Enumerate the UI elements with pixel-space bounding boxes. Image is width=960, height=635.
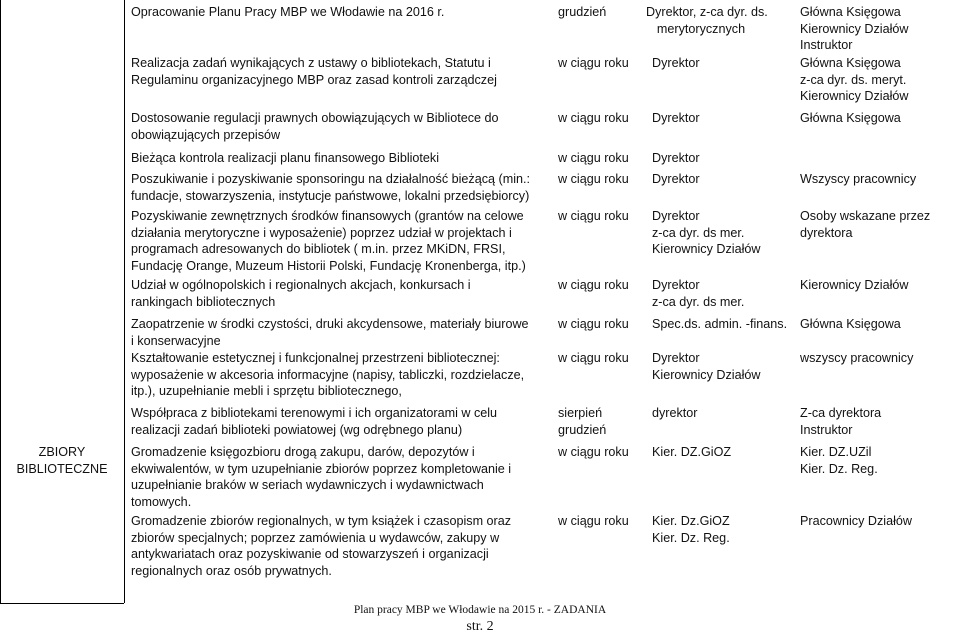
row-6-term	[558, 277, 629, 294]
text-line: Dyrektor	[652, 172, 700, 186]
text-line: itp.), uzupełnianie mebli i sprzętu bibliotecznego,	[131, 384, 402, 398]
page-number: str. 2	[466, 619, 494, 634]
row-1-term	[558, 55, 629, 72]
text-line: w ciągu roku	[558, 514, 629, 528]
row-11-participants	[800, 513, 912, 530]
row-8-task	[131, 350, 524, 400]
text-line: ekwiwalentów, w tym uzupełnianie zbiorów poprzez kompletowanie i	[131, 461, 512, 476]
row-1-responsible	[652, 55, 700, 72]
text-line: Dyrektor	[652, 209, 700, 223]
text-line: Kier. DZ.GiOZ	[652, 445, 732, 459]
text-line: z-ca dyr. ds. meryt.	[800, 72, 907, 87]
row-4-task	[131, 171, 530, 204]
text-line: grudzień	[558, 5, 607, 19]
text-line: Współpraca z bibliotekami terenowymi i ich organizatorami w celu	[131, 406, 498, 420]
text-line: Zaopatrzenie w środki czystości, druki akcydensowe, materiały biurowe	[131, 317, 529, 331]
text-line: Kierownicy Działów	[800, 89, 909, 103]
text-line: rankingach bibliotecznych	[131, 294, 276, 309]
text-line: ZBIORY	[38, 445, 86, 459]
text-line: Gromadzenie zbiorów regionalnych, w tym książek i czasopism oraz	[131, 514, 512, 528]
text-line: i konserwacyjne	[131, 333, 221, 348]
row-9-participants	[800, 405, 881, 438]
text-line: grudzień	[558, 422, 607, 437]
text-line: z-ca dyr. ds mer.	[652, 294, 745, 309]
text-line: w ciągu roku	[558, 172, 629, 186]
text-line: sierpień	[558, 406, 603, 420]
text-line: tomowych.	[131, 494, 192, 509]
row-0-responsible	[646, 4, 768, 37]
text-line: regionalnych oraz osób prywatnych.	[131, 563, 332, 578]
row-10-task	[131, 444, 511, 510]
text-line: w ciągu roku	[558, 445, 629, 459]
text-line: antykwariatach oraz pozyskiwanie od stowarzyszeń i organizacji	[131, 547, 489, 561]
row-8-participants	[800, 350, 913, 367]
row-7-participants	[800, 316, 901, 333]
row-5-responsible	[652, 208, 760, 258]
text-line: Bieżąca kontrola realizacji planu finansowego Biblioteki	[131, 151, 440, 165]
text-line: Osoby wskazane przez	[800, 209, 931, 223]
row-2-term	[558, 110, 629, 127]
text-line: w ciągu roku	[558, 111, 629, 125]
text-line: Kierownicy Działów	[652, 367, 761, 382]
text-line: fundacje, stowarzyszenia, instytucje państwowe, lokalni przedsiębiorcy)	[131, 188, 530, 203]
text-line: w ciągu roku	[558, 317, 629, 331]
row-5-task	[131, 208, 526, 274]
row-3-responsible	[652, 150, 700, 167]
text-line: realizacji zadań biblioteki powiatowej (wg odrębnego planu)	[131, 422, 463, 437]
text-line: Główna Księgowa	[800, 317, 901, 331]
text-line: Kierownicy Działów	[652, 242, 761, 256]
text-line: Kier. Dz.GiOZ	[652, 514, 730, 528]
text-line: Pracownicy Działów	[800, 514, 912, 528]
text-line: z-ca dyr. ds mer.	[652, 225, 745, 240]
text-line: Kier. DZ.UZil	[800, 445, 872, 459]
text-line: w ciągu roku	[558, 151, 629, 165]
text-line: Wszyscy pracownicy	[800, 172, 917, 186]
text-line: Opracowanie Planu Pracy MBP we Włodawie na 2016 r.	[131, 5, 445, 19]
row-0-term	[558, 4, 606, 21]
row-11-term	[558, 513, 629, 530]
row-8-term	[558, 350, 629, 367]
row-11-task	[131, 513, 511, 579]
row-8-responsible	[652, 350, 760, 383]
text-line: Fundację Orange, Muzeum Historii Polski, Fundację Kronenberga, itp.)	[131, 258, 526, 273]
text-line: zbiorów specjalnych; poprzez zamówienia u wydawców, zakupy w	[131, 530, 500, 545]
text-line: Kształtowanie estetycznej i funkcjonalnej przestrzeni bibliotecznej:	[131, 351, 500, 365]
row-7-responsible	[652, 316, 787, 333]
footer-title: Plan pracy MBP we Włodawie na 2015 r. - ZADANIA	[353, 604, 607, 616]
row-3-task	[131, 150, 439, 167]
text-line: Dostosowanie regulacji prawnych obowiązujących w Bibliotece do	[131, 111, 499, 125]
section-label	[0, 444, 124, 477]
row-0-task	[131, 4, 444, 21]
text-line: obowiązujących przepisów	[131, 127, 281, 142]
text-line: BIBLIOTECZNE	[16, 461, 108, 476]
text-line: wyposażenie w akcesoria informacyjne (napisy, tabliczki, rozdzielacze,	[131, 367, 525, 382]
text-line: Dyrektor	[652, 56, 700, 70]
text-line: Gromadzenie księgozbioru drogą zakupu, darów, depozytów i	[131, 445, 475, 459]
row-1-task	[131, 55, 497, 88]
text-line: Instruktor	[800, 422, 853, 437]
text-line: w ciągu roku	[558, 351, 629, 365]
row-6-task	[131, 277, 471, 310]
text-line: Kierownicy Działów	[800, 21, 909, 36]
row-10-term	[558, 444, 629, 461]
text-line: uzupełnianie braków w seriach wydawniczych i wydawnictwach	[131, 478, 484, 492]
text-line: Spec.ds. admin. -finans.	[652, 317, 788, 331]
text-line: w ciągu roku	[558, 56, 629, 70]
row-9-term	[558, 405, 606, 438]
row-5-term	[558, 208, 629, 225]
text-line: działania merytoryczne i wyposażenie) poprzez udział w projektach i	[131, 225, 512, 240]
text-line: Udział w ogólnopolskich i regionalnych akcjach, konkursach i	[131, 278, 471, 292]
row-0-participants	[800, 4, 908, 54]
row-10-participants	[800, 444, 878, 477]
row-9-task	[131, 405, 497, 438]
row-1-participants	[800, 55, 908, 105]
section-column-divider	[124, 0, 125, 603]
text-line: Główna Księgowa	[800, 56, 901, 70]
row-7-task	[131, 316, 529, 349]
row-6-participants	[800, 277, 908, 294]
text-line: Kierownicy Działów	[800, 278, 909, 292]
row-5-participants	[800, 208, 930, 241]
text-line: Kier. Dz. Reg.	[652, 530, 730, 545]
row-9-responsible	[652, 405, 698, 422]
text-line: w ciągu roku	[558, 278, 629, 292]
row-6-responsible	[652, 277, 744, 310]
text-line: wszyscy pracownicy	[800, 351, 914, 365]
text-line: Poszukiwanie i pozyskiwanie sponsoringu na działalność bieżącą (min.:	[131, 172, 531, 186]
row-4-term	[558, 171, 629, 188]
text-line: dyrektor	[652, 406, 698, 420]
row-2-task	[131, 110, 499, 143]
text-line: Główna Księgowa	[800, 111, 901, 125]
row-2-participants	[800, 110, 901, 127]
row-3-term	[558, 150, 629, 167]
text-line: Dyrektor	[652, 111, 700, 125]
text-line: Kier. Dz. Reg.	[800, 461, 878, 476]
text-line: Regulaminu organizacyjnego MBP oraz zasad kontroli zarządczej	[131, 72, 497, 87]
row-11-responsible	[652, 513, 730, 546]
text-line: Dyrektor	[652, 351, 700, 365]
row-4-participants	[800, 171, 916, 188]
text-line: Pozyskiwanie zewnętrznych środków finansowych (grantów na celowe	[131, 209, 524, 223]
text-line: Realizacja zadań wynikających z ustawy o bibliotekach, Statutu i	[131, 56, 491, 70]
text-line: Dyrektor, z-ca dyr. ds.	[646, 5, 768, 19]
text-line: merytorycznych	[656, 21, 746, 36]
text-line: Z-ca dyrektora	[800, 406, 882, 420]
text-line: dyrektora	[800, 225, 853, 240]
text-line: programach adresowanych do bibliotek ( m.in. przez MKiDN, FRSI,	[131, 242, 506, 256]
table-border-left	[0, 0, 1, 603]
row-10-responsible	[652, 444, 731, 461]
text-line: Instruktor	[800, 38, 853, 52]
row-4-responsible	[652, 171, 700, 188]
row-7-term	[558, 316, 629, 333]
text-line: Dyrektor	[652, 278, 700, 292]
row-2-responsible	[652, 110, 700, 127]
text-line: Główna Księgowa	[800, 5, 901, 19]
text-line: w ciągu roku	[558, 209, 629, 223]
text-line: Dyrektor	[652, 151, 700, 165]
